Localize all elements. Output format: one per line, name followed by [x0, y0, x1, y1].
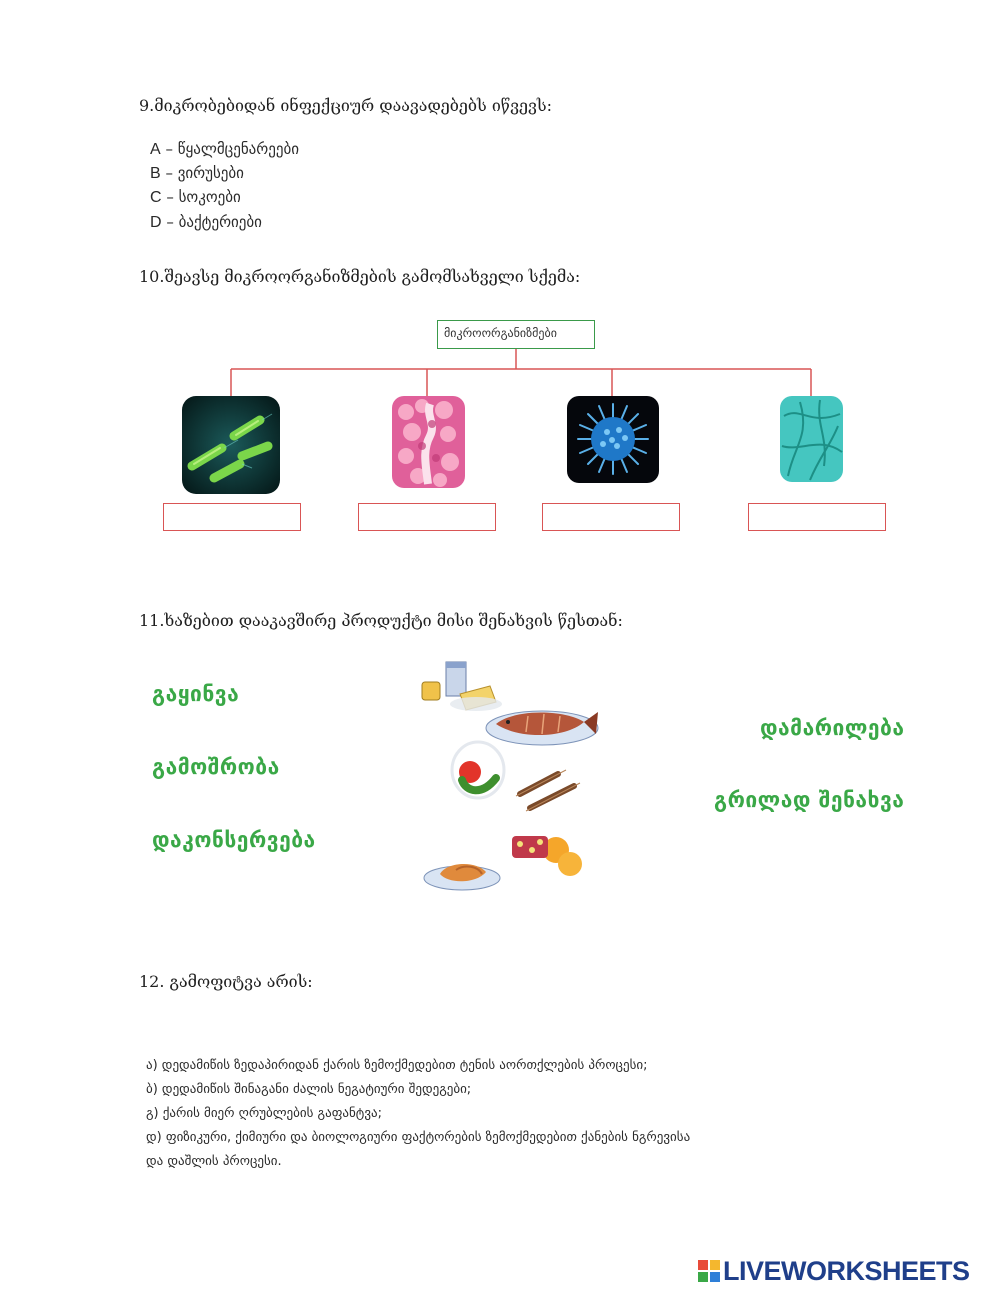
q11-title: 11.ხაზებით დააკავშირე პროდუქტი მისი შენახვის წესთან: — [139, 611, 623, 630]
logo-mark-icon — [698, 1260, 720, 1282]
q12-option-b: ბ) დედამიწის შინაგანი ძალის ნეგატიური შედეგები; — [146, 1082, 472, 1097]
q12-option-d: დ) ფიზიკური, ქიმიური და ბიოლოგიური ფაქტორების ზემოქმედებით ქანების ნგრევისა — [146, 1130, 691, 1145]
q9-option-letter: D — [150, 214, 162, 231]
q9-option-letter: C — [150, 189, 162, 206]
q9-option-letter: A — [150, 141, 161, 158]
answer-box-2[interactable] — [358, 503, 496, 531]
answer-box-4[interactable] — [748, 503, 886, 531]
left-word-drying[interactable]: გამოშრობა — [152, 755, 280, 779]
liveworksheets-logo — [698, 1256, 990, 1286]
q12-option-a: ა) დედამიწის ზედაპირიდან ქარის ზემოქმედებით ტენის აორთქლების პროცესი; — [146, 1058, 648, 1073]
virus-image — [567, 396, 659, 483]
diagram-connectors — [0, 0, 1000, 560]
food-illustration — [416, 656, 606, 896]
q9-option-text: – ბაქტერიები — [161, 213, 262, 231]
logo-text: LIVEWORKSHEETS — [723, 1256, 970, 1286]
answer-box-3[interactable] — [542, 503, 680, 531]
diagram-root-box: მიკროორგანიზმები — [437, 320, 595, 349]
q12-option-d-continued: და დაშლის პროცესი. — [146, 1154, 282, 1169]
left-word-canning[interactable]: დაკონსერვება — [152, 828, 316, 852]
algae-image — [780, 396, 843, 482]
q9-option-text: – ვირუსები — [160, 164, 244, 182]
q12-option-c: გ) ქარის მიერ ღრუბლების გაფანტვა; — [146, 1106, 382, 1121]
q12-title: 12. გამოფიტვა არის: — [139, 972, 313, 991]
q9-option-text: – სოკოები — [161, 188, 241, 206]
right-word-cool-storage[interactable]: გრილად შენახვა — [714, 788, 905, 812]
answer-box-1[interactable] — [163, 503, 301, 531]
bacteria-image — [182, 396, 280, 494]
q10-title: 10.შეავსე მიკროორგანიზმების გამომსახველი სქემა: — [139, 267, 581, 286]
q9-option-letter: B — [150, 165, 161, 182]
left-word-freezing[interactable]: გაყინვა — [152, 682, 240, 706]
q9-option-text: – წყალმცენარეები — [160, 140, 299, 158]
q9-title: 9.მიკრობებიდან ინფექციურ დაავადებებს იწვევს: — [139, 96, 552, 115]
fungus-image — [392, 396, 465, 488]
right-word-salting[interactable]: დამარილება — [760, 716, 905, 740]
